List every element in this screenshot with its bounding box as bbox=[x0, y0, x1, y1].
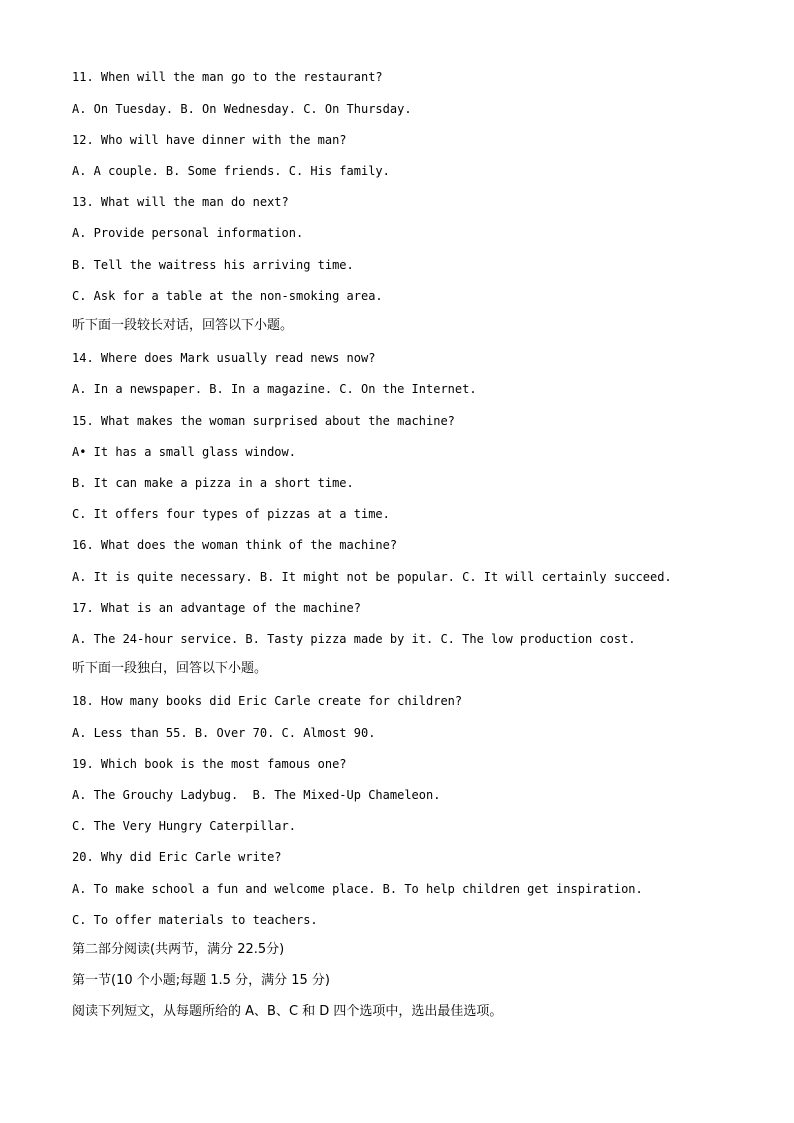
section-instruction-monologue: 听下面一段独白，回答以下小题。 bbox=[72, 661, 268, 676]
part-two-heading: 第二部分阅读(共两节，满分 22.5分) bbox=[72, 942, 285, 957]
question-16-options: A. It is quite necessary. B. It might not be popular. C. It will certainly succeed. bbox=[72, 570, 672, 584]
question-20-option-c: C. To offer materials to teachers. bbox=[72, 913, 318, 927]
question-14: 14. Where does Mark usually read news now? bbox=[72, 351, 376, 365]
section-one-heading: 第一节(10 个小题;每题 1.5 分，满分 15 分) bbox=[72, 973, 330, 988]
question-15-option-c: C. It offers four types of pizzas at a time. bbox=[72, 507, 390, 521]
question-18: 18. How many books did Eric Carle create for children? bbox=[72, 694, 463, 708]
question-20: 20. Why did Eric Carle write? bbox=[72, 850, 282, 864]
question-13-option-c: C. Ask for a table at the non-smoking area. bbox=[72, 289, 383, 303]
question-12: 12. Who will have dinner with the man? bbox=[72, 133, 347, 147]
question-19-options: A. The Grouchy Ladybug. B. The Mixed-Up Chameleon. bbox=[72, 788, 441, 802]
question-11: 11. When will the man go to the restaurant? bbox=[72, 70, 383, 84]
question-15-option-a: A• It has a small glass window. bbox=[72, 445, 296, 459]
question-20-options: A. To make school a fun and welcome place. B. To help children get inspiration. bbox=[72, 882, 643, 896]
question-12-options: A. A couple. B. Some friends. C. His family. bbox=[72, 164, 390, 178]
question-18-options: A. Less than 55. B. Over 70. C. Almost 90. bbox=[72, 726, 376, 740]
question-14-options: A. In a newspaper. B. In a magazine. C. On the Internet. bbox=[72, 382, 477, 396]
reading-instruction: 阅读下列短文，从每题所给的 A、B、C 和 D 四个选项中，选出最佳选项。 bbox=[72, 1004, 503, 1019]
question-13-option-a: A. Provide personal information. bbox=[72, 226, 304, 240]
question-17-options: A. The 24-hour service. B. Tasty pizza made by it. C. The low production cost. bbox=[72, 632, 636, 646]
question-15: 15. What makes the woman surprised about the machine? bbox=[72, 414, 455, 428]
question-11-options: A. On Tuesday. B. On Wednesday. C. On Thursday. bbox=[72, 102, 412, 116]
question-13: 13. What will the man do next? bbox=[72, 195, 289, 209]
question-19-option-c: C. The Very Hungry Caterpillar. bbox=[72, 819, 296, 833]
question-15-option-b: B. It can make a pizza in a short time. bbox=[72, 476, 354, 490]
question-19: 19. Which book is the most famous one? bbox=[72, 757, 347, 771]
question-17: 17. What is an advantage of the machine? bbox=[72, 601, 361, 615]
question-16: 16. What does the woman think of the machine? bbox=[72, 538, 398, 552]
section-instruction-long-dialogue: 听下面一段较长对话，回答以下小题。 bbox=[72, 318, 294, 333]
question-13-option-b: B. Tell the waitress his arriving time. bbox=[72, 258, 354, 272]
